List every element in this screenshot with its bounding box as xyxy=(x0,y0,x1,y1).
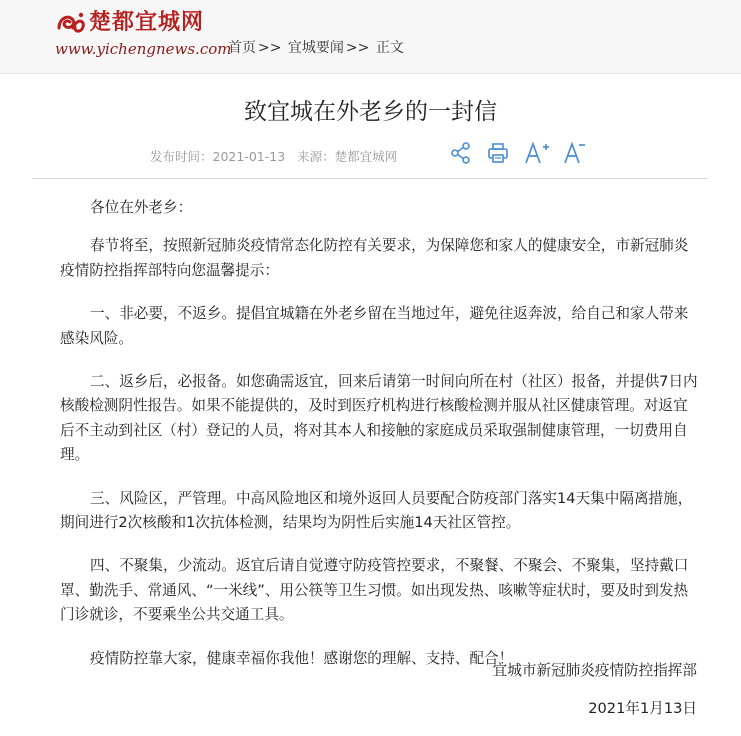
article-body xyxy=(60,196,700,690)
article-title: 致宜城在外老乡的一封信 xyxy=(244,99,497,125)
logo-emblem-icon xyxy=(55,10,87,36)
site-url: www.yichengnews.com xyxy=(55,40,232,58)
paragraph: 春节将至，按照新冠肺炎疫情常态化防控有关要求，为保障您和家人的健康安全，市新冠肺炎疫情防控指挥部特向您温馨提示： xyxy=(60,237,689,279)
breadcrumb xyxy=(228,37,404,57)
paragraph: 一、非必要，不返乡。提倡宜城籍在外老乡留在当地过年，避免往返奔波，给自己和家人带来感染风险。 xyxy=(60,305,689,347)
print-button[interactable] xyxy=(486,140,510,166)
publish-time: 发布时间：2021-01-13 xyxy=(150,149,286,164)
signature: 宜城市新冠肺炎疫情防控指挥部 xyxy=(492,662,697,679)
title-divider xyxy=(32,178,708,179)
breadcrumb-separator: >> xyxy=(258,40,282,56)
print-icon xyxy=(487,142,509,164)
article-meta xyxy=(150,147,405,165)
site-name: 楚都宜城网 xyxy=(89,10,205,35)
breadcrumb-current: 正文 xyxy=(375,40,404,56)
site-header xyxy=(0,0,741,74)
site-logo[interactable] xyxy=(55,8,232,63)
salutation: 各位在外老乡： xyxy=(90,199,193,216)
paragraph: 四、不聚集，少流动。返宜后请自觉遵守防疫管控要求，不聚餐、不聚会、不聚集，坚持戴口罩、勤洗手、常通风、“一米线”、用公筷等卫生习惯。如出现发热、咳嗽等症状时，要及时到发热门诊就诊，不要乘坐公共交通工具。 xyxy=(60,557,689,624)
font-smaller-button[interactable] xyxy=(562,140,586,166)
paragraph: 三、风险区，严管理。中高风险地区和境外返回人员要配合防疫部门落实14天集中隔离措施，期间进行2次核酸和1次抗体检测，结果均为阴性后实施14天社区管控。 xyxy=(60,489,693,532)
font-larger-button[interactable] xyxy=(524,140,550,166)
font-smaller-icon xyxy=(562,141,586,165)
breadcrumb-section[interactable]: 宜城要闻 xyxy=(287,40,344,56)
font-larger-icon xyxy=(524,141,550,165)
sign-date: 2021年1月13日 xyxy=(588,700,697,717)
paragraph: 疫情防控靠大家，健康幸福你我他！感谢您的理解、支持、配合！ xyxy=(90,649,514,667)
breadcrumb-separator: >> xyxy=(345,40,370,56)
share-icon xyxy=(451,142,471,164)
article-source: 来源：楚都宜城网 xyxy=(297,149,398,164)
breadcrumb-home[interactable]: 首页 xyxy=(228,40,256,56)
share-button[interactable] xyxy=(450,140,472,166)
paragraph: 二、返乡后，必报备。如您确需返宜，回来后请第一时间向所在村（社区）报备，并提供7日内核酸检测阴性报告。如果不能提供的，及时到医疗机构进行核酸检测并服从社区健康管理。对返宜后不主动到社区（村）登记的人员，将对其本人和接触的家庭成员采取强制健康管理，一切费用自理。 xyxy=(60,373,698,464)
